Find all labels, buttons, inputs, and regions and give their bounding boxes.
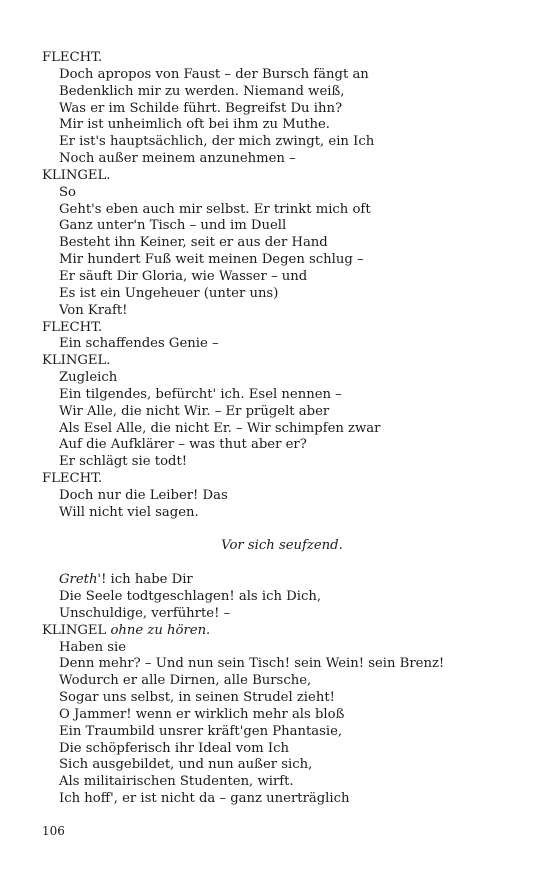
line-text: Sich ausgebildet, und nun außer sich, [59,757,313,773]
line-text: Ein tilgendes, befürcht' ich. Esel nennen – [59,386,342,402]
verse-line [42,235,522,252]
line-text: Unschuldige, verführte! – [59,605,231,621]
italic-name: Greth' [59,572,102,588]
verse-line [42,421,522,438]
line-text: Will nicht viel sagen. [59,504,199,520]
line-text: Auf die Aufklärer – was thut aber er? [59,437,307,453]
speaker-name [42,353,522,370]
verse-line [42,252,522,269]
line-text: FLECHT. [42,50,103,65]
verse-line [42,286,522,303]
verse-line [42,387,522,404]
line-text: Als militairischen Studenten, wirft. [59,774,294,790]
line-text: Vor sich seufzend. [221,538,343,554]
verse-line [42,303,522,320]
verse-line [42,151,522,168]
line-text: KLINGEL. [42,167,111,183]
verse-line [42,640,522,657]
verse-line [42,741,522,758]
verse-line [42,370,522,387]
line-text: Zugleich [59,370,118,386]
verse-line [42,724,522,741]
speaker-name [42,471,522,488]
verse-line [42,202,522,219]
line-text: Denn mehr? – Und nun sein Tisch! sein Wein! sein Brenz! [59,656,445,672]
verse-line [42,84,522,101]
speaker-name [42,320,522,337]
verse-line [42,791,522,808]
speaker-name [42,168,522,185]
verse-line [42,134,522,151]
line-text: Ich hoff', er ist nicht da – ganz unerträglich [59,791,350,807]
line-text: KLINGEL [42,622,111,638]
verse-line [42,690,522,707]
verse-line [42,606,522,623]
stage-direction [42,538,522,555]
verse-line [42,185,522,202]
line-text: Die schöpferisch ihr Ideal vom Ich [59,740,289,756]
line-text: Mir hundert Fuß weit meinen Degen schlug – [59,252,364,268]
line-text: FLECHT. [42,471,103,487]
verse-line [42,67,522,84]
verse-line [42,454,522,471]
stage-direction-inline: ohne zu hören. [110,622,211,638]
verse-line [42,101,522,118]
speaker-name [42,50,522,67]
blank-line [42,555,522,572]
play-text [42,50,522,808]
line-text: Ganz unter'n Tisch – und im Duell [59,218,287,234]
verse-line [42,117,522,134]
line-text: Ein schaffendes Genie – [59,336,219,352]
line-text: Als Esel Alle, die nicht Er. – Wir schimpfen zwar [59,420,381,436]
line-text: Wodurch er alle Dirnen, alle Bursche, [59,673,312,689]
line-text: KLINGEL. [42,353,111,369]
line-text: ! ich habe Dir [101,572,193,588]
line-text: Mir ist unheimlich oft bei ihm zu Muthe. [59,117,331,133]
line-text: Doch apropos von Faust – der Bursch fängt an [59,66,369,82]
speaker-name [42,623,522,640]
line-text: Was er im Schilde führt. Begreifst Du ihn? [59,100,343,116]
verse-line [42,589,522,606]
verse-line [42,757,522,774]
line-text: Von Kraft! [59,302,128,318]
verse-line [42,656,522,673]
verse-line [42,488,522,505]
verse-line [42,404,522,421]
verse-line [42,437,522,454]
line-text: Er säuft Dir Gloria, wie Wasser – und [59,268,308,284]
line-text: Besteht ihn Keiner, seit er aus der Hand [59,235,328,251]
line-text: Geht's eben auch mir selbst. Er trinkt mich oft [59,201,371,217]
line-text: Haben sie [59,639,127,655]
verse-line [42,572,522,589]
line-text: Sogar uns selbst, in seinen Strudel zieht! [59,690,335,706]
verse-line [42,505,522,522]
line-text: Die Seele todtgeschlagen! als ich Dich, [59,589,322,604]
line-text: Doch nur die Leiber! Das [59,487,228,503]
line-text: Noch außer meinem anzunehmen – [59,151,296,167]
page-number: 106 [42,824,65,838]
line-text: Bedenklich mir zu werden. Niemand weiß, [59,83,345,99]
line-text: Er ist's hauptsächlich, der mich zwingt, ein Ich [59,134,375,150]
verse-line [42,707,522,724]
blank-line [42,522,522,539]
line-text: O Jammer! wenn er wirklich mehr als bloß [59,706,345,722]
verse-line [42,774,522,791]
line-text: Wir Alle, die nicht Wir. – Er prügelt aber [59,403,330,419]
line-text: FLECHT. [42,319,103,335]
verse-line [42,673,522,690]
line-text: So [59,184,76,200]
verse-line [42,336,522,353]
line-text: Es ist ein Ungeheuer (unter uns) [59,285,279,301]
line-text: Er schlägt sie todt! [59,454,188,470]
verse-line [42,218,522,235]
line-text: Ein Traumbild unsrer kräft'gen Phantasie, [59,723,343,739]
verse-line [42,269,522,286]
